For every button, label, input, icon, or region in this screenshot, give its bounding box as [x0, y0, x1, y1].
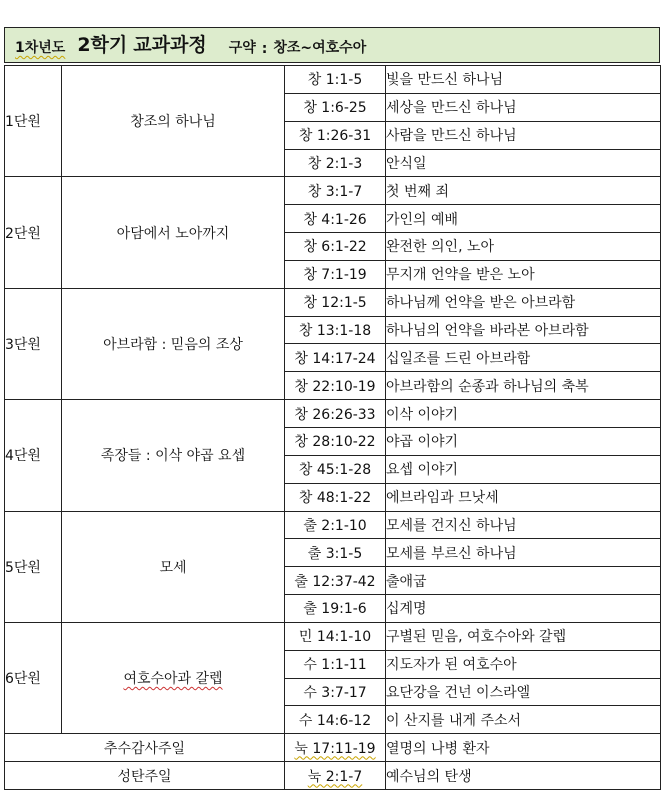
- scripture-ref: 수 3:7-17: [285, 678, 386, 706]
- lesson-title: 지도자가 된 여호수아: [386, 650, 661, 678]
- scripture-ref: 창 3:1-7: [285, 177, 386, 205]
- table-row: [5, 177, 661, 205]
- table-row: [5, 400, 661, 428]
- scripture-ref: [285, 734, 386, 762]
- unit-number: 2단원: [5, 177, 62, 288]
- lesson-title: 사람을 만드신 하나님: [386, 121, 661, 149]
- unit-title: 아브라함 : 믿음의 조상: [62, 288, 285, 399]
- scripture-ref: 창 1:26-31: [285, 121, 386, 149]
- lesson-title: 요셉 이야기: [386, 455, 661, 483]
- lesson-title: 십계명: [386, 595, 661, 623]
- unit-title: 아담에서 노아까지: [62, 177, 285, 288]
- scripture-ref: 창 14:17-24: [285, 344, 386, 372]
- lesson-title: 이 산지를 내게 주소서: [386, 706, 661, 734]
- unit-title: 창조의 하나님: [62, 66, 285, 177]
- lesson-title: 빛을 만드신 하나님: [386, 66, 661, 94]
- table-row: [5, 734, 661, 762]
- table-header: [4, 27, 660, 63]
- special-sunday-name: 성탄주일: [5, 762, 285, 790]
- scripture-ref: 창 26:26-33: [285, 400, 386, 428]
- scripture-ref: 출 2:1-10: [285, 511, 386, 539]
- lesson-title: 하나님의 언약을 바라본 아브라함: [386, 316, 661, 344]
- unit-number: 4단원: [5, 400, 62, 511]
- lesson-title: 완전한 의인, 노아: [386, 233, 661, 261]
- scripture-ref-text: 눅 17:11-19: [294, 740, 376, 757]
- lesson-title: 무지개 언약을 받은 노아: [386, 260, 661, 288]
- scripture-ref: 창 1:1-5: [285, 66, 386, 94]
- unit-title: 족장들 : 이삭 야곱 요셉: [62, 400, 285, 511]
- unit-title: [62, 622, 285, 733]
- table-row: [5, 511, 661, 539]
- scripture-ref: 수 14:6-12: [285, 706, 386, 734]
- unit-number: 6단원: [5, 622, 62, 733]
- lesson-title: 아브라함의 순종과 하나님의 축복: [386, 372, 661, 400]
- lesson-title: 가인의 예배: [386, 205, 661, 233]
- year-label: 1차년도: [15, 40, 66, 56]
- scripture-ref: 출 19:1-6: [285, 595, 386, 623]
- scripture-ref: 창 2:1-3: [285, 149, 386, 177]
- lesson-title: 하나님께 언약을 받은 아브라함: [386, 288, 661, 316]
- curriculum-table: [4, 65, 661, 790]
- scripture-ref: 창 22:10-19: [285, 372, 386, 400]
- scripture-ref: 민 14:1-10: [285, 622, 386, 650]
- unit-title: 모세: [62, 511, 285, 622]
- lesson-title: 구별된 믿음, 여호수아와 갈렙: [386, 622, 661, 650]
- lesson-title: 출애굽: [386, 567, 661, 595]
- lesson-title: 예수님의 탄생: [386, 762, 661, 790]
- table-row: [5, 762, 661, 790]
- lesson-title: 요단강을 건넌 이스라엘: [386, 678, 661, 706]
- scripture-ref: 창 7:1-19: [285, 260, 386, 288]
- lesson-title: 모세를 건지신 하나님: [386, 511, 661, 539]
- unit-number: 5단원: [5, 511, 62, 622]
- scripture-ref: 창 45:1-28: [285, 455, 386, 483]
- special-sunday-name: 추수감사주일: [5, 734, 285, 762]
- scripture-ref: 창 12:1-5: [285, 288, 386, 316]
- curriculum-label: 교과과정: [133, 34, 207, 56]
- scripture-ref: 창 28:10-22: [285, 427, 386, 455]
- unit-number: 3단원: [5, 288, 62, 399]
- scope-colon: :: [261, 41, 268, 57]
- table-row: [5, 288, 661, 316]
- unit-number: 1단원: [5, 66, 62, 177]
- semester-label: 2학기: [77, 34, 128, 56]
- table-row: [5, 622, 661, 650]
- scripture-ref: 창 4:1-26: [285, 205, 386, 233]
- scripture-ref: 출 12:37-42: [285, 567, 386, 595]
- scope-label: 구약: [228, 40, 256, 56]
- unit-title-text: 여호수아과 갈렙: [123, 671, 223, 688]
- table-row: [5, 66, 661, 94]
- lesson-title-text: 에브라임과 므낫세: [386, 490, 499, 507]
- scripture-ref: 창 13:1-18: [285, 316, 386, 344]
- scripture-ref: [285, 762, 386, 790]
- scripture-ref: 수 1:1-11: [285, 650, 386, 678]
- lesson-title: 세상을 만드신 하나님: [386, 93, 661, 121]
- scripture-ref: 창 1:6-25: [285, 93, 386, 121]
- lesson-title: 십일조를 드린 아브라함: [386, 344, 661, 372]
- scope-range: 창조~여호수아: [273, 40, 367, 56]
- scripture-ref: 출 3:1-5: [285, 539, 386, 567]
- scripture-ref-text: 눅 2:1-7: [307, 768, 363, 785]
- lesson-title: 첫 번째 죄: [386, 177, 661, 205]
- lesson-title: 이삭 이야기: [386, 400, 661, 428]
- lesson-title: 모세를 부르신 하나님: [386, 539, 661, 567]
- scripture-ref: 창 48:1-22: [285, 483, 386, 511]
- lesson-title: 안식일: [386, 149, 661, 177]
- lesson-title: 열명의 나병 환자: [386, 734, 661, 762]
- lesson-title: 야곱 이야기: [386, 427, 661, 455]
- scripture-ref: 창 6:1-22: [285, 233, 386, 261]
- lesson-title: [386, 483, 661, 511]
